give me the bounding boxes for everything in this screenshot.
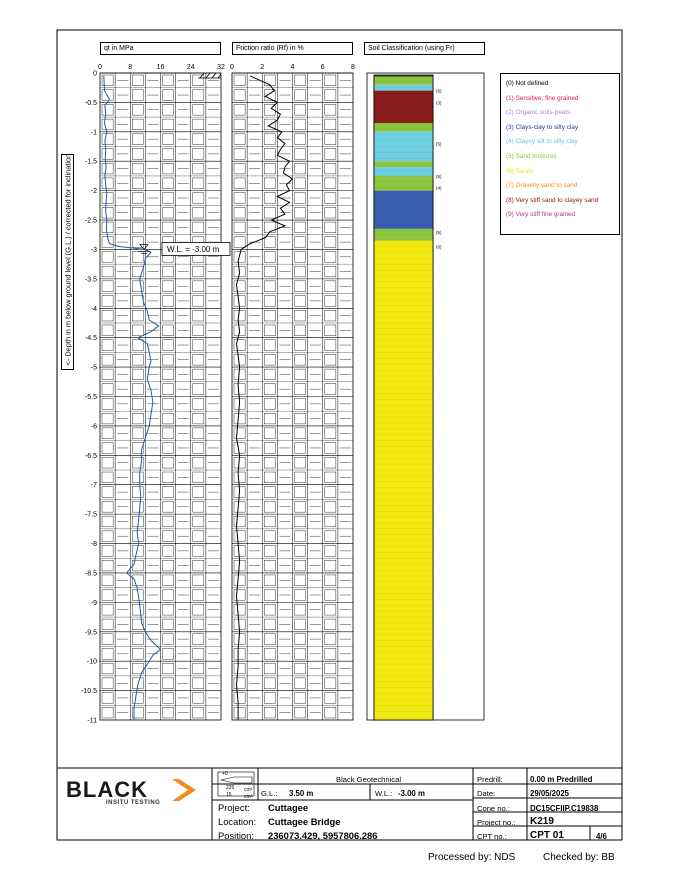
predrill-label: Predrill: — [477, 775, 503, 784]
rf-tick-label: 2 — [260, 64, 265, 71]
legend-item: (3) Clays-clay to silty clay — [506, 123, 579, 131]
logo — [64, 777, 204, 807]
logo-subtitle: INSITU TESTING — [106, 800, 161, 806]
soil-class-marker: (5) — [436, 229, 442, 235]
project-no-label: Project no.: — [477, 818, 516, 827]
depth-tick-label: -2.5 — [84, 217, 97, 225]
cone-icon — [221, 777, 252, 783]
logo-text: BLACK — [66, 777, 148, 802]
soil-layer — [374, 123, 433, 132]
depth-tick-label: -1.5 — [84, 158, 97, 166]
rf-panel-title: Friction ratio (Rf) in % — [232, 42, 353, 55]
qt-panel-title: qt in MPa — [100, 42, 221, 55]
depth-tick-label: -7.5 — [84, 511, 97, 519]
cone-icon-label-top: +0 — [222, 771, 228, 777]
depth-tick-label: -9.5 — [84, 629, 97, 637]
soil-class-marker: (4) — [436, 185, 442, 191]
soil-class-marker: (6) — [436, 244, 442, 250]
soil-layer — [374, 167, 433, 176]
cpt-no-label: CPT no.: — [477, 832, 507, 841]
qt-tick-label: 32 — [217, 64, 225, 71]
wl-value: -3.00 m — [398, 789, 425, 798]
legend-item: (9) Very stiff fine grained — [506, 211, 576, 219]
qt-tick-label: 8 — [128, 64, 133, 71]
depth-tick-label: -8 — [90, 541, 97, 549]
depth-tick-label: -6.5 — [84, 452, 97, 460]
legend-item: (6) Sands — [506, 167, 534, 175]
gl-label: G.L.: — [261, 789, 278, 798]
legend-item: (2) Organic soils-peats — [506, 109, 571, 117]
depth-tick-label: -8.5 — [84, 570, 97, 578]
cone-no-value: DC15CFIIP.C19838 — [530, 804, 599, 813]
soil-class-marker: (5) — [436, 173, 442, 179]
page-number: 4/6 — [596, 832, 607, 841]
project-no-value: K219 — [530, 816, 554, 827]
soil-layer — [374, 91, 433, 123]
cone-icon-label-4: cm² — [244, 794, 253, 800]
project-label: Project: — [218, 802, 250, 813]
water-level-label: W.L. = -3.00 m — [167, 244, 220, 254]
legend-item: (4) Clayey silt to silty clay — [506, 138, 578, 146]
soil-layer — [374, 76, 433, 85]
soil-layer — [374, 176, 433, 191]
depth-tick-label: -4 — [90, 305, 97, 313]
predrill-value: 0.00 m Predrilled — [530, 775, 593, 784]
depth-tick-label: -0.5 — [84, 99, 97, 107]
cone-icon-label-3: 15 — [226, 792, 232, 798]
depth-tick-label: 0 — [93, 70, 97, 78]
position-label: Position: — [218, 830, 254, 841]
location-label: Location: — [218, 816, 257, 827]
cone-icon-label-1: 225 — [226, 785, 235, 791]
rf-tick-label: 6 — [320, 64, 325, 71]
position-value: 236073.429, 5957806.286 — [268, 830, 378, 841]
legend-item: (7) Gravelly sand to sand — [506, 182, 578, 190]
soil-class-marker: (3) — [436, 100, 442, 106]
depth-tick-label: -10 — [86, 658, 97, 666]
soil-class-marker: (5) — [436, 141, 442, 147]
legend-item: (1) Sensitive, fine grained — [506, 94, 579, 102]
date-label: Date: — [477, 789, 496, 798]
rf-tick-label: 8 — [351, 64, 355, 71]
legend-item: (8) Very stiff sand to clayey sand — [506, 196, 599, 204]
depth-axis-label: <- Depth in m below ground level (G.L.) / corrected for inclination — [63, 153, 73, 366]
depth-tick-label: -2 — [90, 188, 97, 196]
legend-item: (0) Not defined — [506, 80, 549, 87]
logo-chevron-icon — [172, 779, 200, 801]
qt-tick-label: 16 — [156, 64, 165, 71]
soil-class-marker: (6) — [436, 88, 442, 94]
date-value: 29/05/2025 — [530, 789, 570, 798]
checked-by: Checked by: BB — [543, 852, 615, 863]
depth-axis-label-box — [61, 154, 74, 370]
cone-no-label: Cone no.: — [477, 804, 510, 813]
depth-tick-label: -7 — [90, 482, 97, 490]
qt-tick-label: 0 — [98, 64, 102, 71]
depth-tick-label: -10.5 — [81, 688, 97, 696]
depth-tick-label: -9 — [90, 599, 97, 607]
qt-tick-label: 24 — [186, 64, 195, 71]
soil-layer — [374, 241, 433, 720]
depth-tick-label: -1 — [90, 129, 97, 137]
wl-label: W.L.: — [375, 789, 393, 798]
location-value: Cuttagee Bridge — [268, 816, 341, 827]
legend-item: (5) Sand mixtures — [506, 152, 557, 160]
soil-legend — [500, 73, 620, 235]
depth-tick-label: -5.5 — [84, 394, 97, 401]
gl-value: 3.50 m — [289, 789, 314, 798]
company-name: Black Geotechnical — [336, 775, 402, 784]
soil-panel-title: Soil Classification (using Fr) — [364, 42, 485, 55]
depth-tick-label: -5 — [90, 364, 97, 372]
rf-tick-label: 0 — [230, 64, 234, 71]
project-value: Cuttagee — [268, 802, 309, 813]
depth-tick-label: -4.5 — [84, 335, 97, 343]
processed-by: Processed by: NDS — [428, 852, 516, 863]
depth-tick-label: -3.5 — [84, 276, 97, 284]
cone-icon-label-2: cm² — [244, 787, 253, 793]
depth-tick-label: -11 — [87, 717, 97, 725]
depth-tick-label: -3 — [90, 246, 97, 254]
rf-tick-label: 4 — [290, 64, 295, 71]
cpt-no-value: CPT 01 — [530, 830, 564, 841]
depth-tick-label: -6 — [90, 423, 97, 431]
